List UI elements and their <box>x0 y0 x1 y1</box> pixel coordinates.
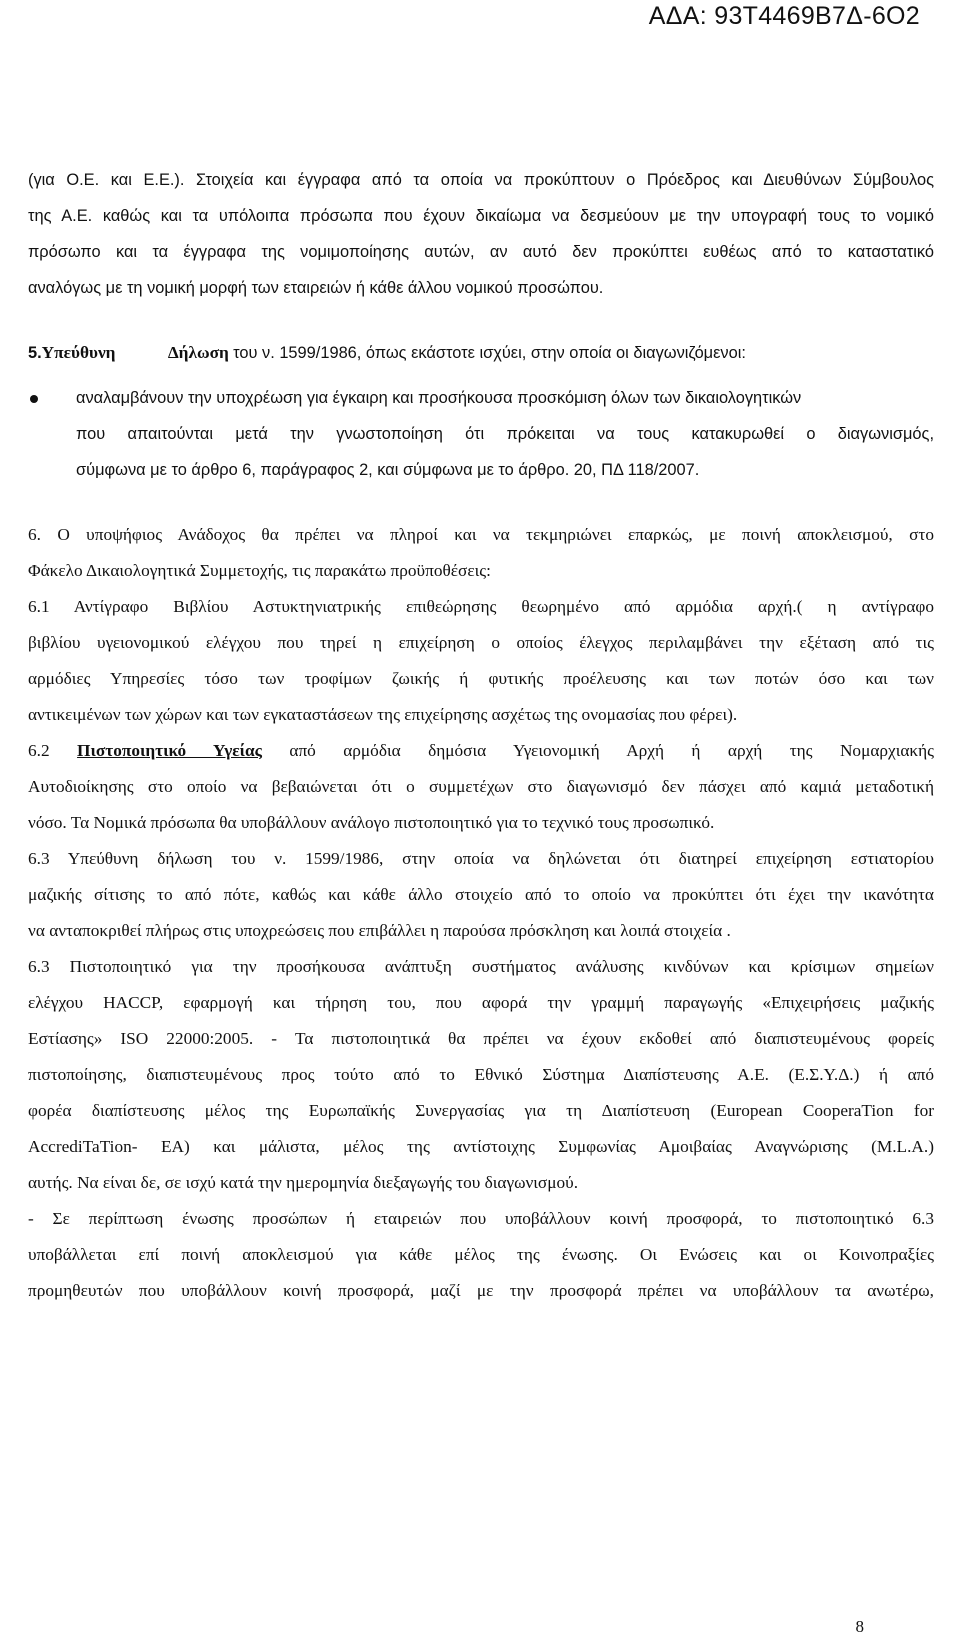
haccp-paragraph-line: Εστίασης» ISO 22000:2005. - Τα πιστοποιητικά θα πρέπει να έχουν εκδοθεί από διαπιστευμένους φορείς <box>28 1029 934 1048</box>
haccp-paragraph-line: φορέα διαπίστευσης μέλος της Ευρωπαϊκής Συνεργασίας για τη Διαπίστευση (European CooperaTion for <box>28 1101 934 1120</box>
haccp-paragraph-line: AccrediTaTion- EA) και μάλιστα, μέλος της αντίστοιχης Συμφωνίας Αμοιβαίας Αναγνώρισης (M.L.A.) <box>28 1137 934 1156</box>
paragraph-6-2-line: Αυτοδιοίκησης στο οποίο να βεβαιώνεται ότι ο συμμετέχων στο διαγωνισμό δεν πάσχει από καμιά μεταδοτική <box>28 777 934 796</box>
paragraph-6-2-text: από αρμόδια δημόσια Υγειονομική Αρχή ή αρχή της Νομαρχιακής <box>289 741 934 760</box>
bullet-point <box>30 395 38 403</box>
union-paragraph-line: προμηθευτών που υποβάλλουν κοινή προσφορά, μαζί με την προσφορά πρέπει να υποβάλλουν τα ανωτέρω, <box>28 1281 934 1300</box>
section-5-heading-word: Υπεύθυνη <box>41 343 116 362</box>
bullet-line: αναλαμβάνουν την υποχρέωση για έγκαιρη και προσήκουσα προσκόμιση όλων των δικαιολογητικών <box>76 389 802 407</box>
document-id-header: ΑΔΑ: 93Τ4469Β7Δ-6Ο2 <box>648 2 920 30</box>
page-number: 8 <box>855 1617 864 1636</box>
paragraph-6-1-line: αρμόδιες Υπηρεσίες τόσο των τροφίμων ζωικής ή φυτικής προέλευσης και των ποτών όσο και των <box>28 669 934 688</box>
paragraph-6-2-number: 6.2 <box>28 741 50 760</box>
haccp-paragraph-line: πιστοποίησης, διαπιστευμένους προς τούτο από το Εθνικό Σύστημα Διαπίστευσης Α.Ε. (Ε.Σ.Υ.Δ.) ή από <box>28 1065 934 1084</box>
bullet-line: σύμφωνα με το άρθρο 6, παράγραφος 2, και σύμφωνα με το άρθρο. 20, ΠΔ 118/2007. <box>76 461 700 479</box>
intro-line: πρόσωπο και τα έγγραφα της νομιμοποίησης αυτών, αν αυτό δεν προκύπτει ευθέως από το καταστατικό <box>28 243 934 261</box>
paragraph-6-1-line: αντικειμένων των χώρων και των εγκαταστάσεων της επιχείρησης ασχέτως της ονομασίας που φέρει). <box>28 705 738 724</box>
section-5-heading-line <box>28 343 934 363</box>
intro-line: της Α.Ε. καθώς και τα υπόλοιπα πρόσωπα που έχουν δικαίωμα να δεσμεύουν με την υπογραφή τους το νομικό <box>28 207 934 225</box>
paragraph-6-3-line: να ανταποκριθεί πλήρως στις υποχρεώσεις που επιβάλλει η παρούσα πρόσκληση και λοιπά στοιχεία . <box>28 921 731 940</box>
paragraph-6-3-line: 6.3 Υπεύθυνη δήλωση του ν. 1599/1986, στην οποία να δηλώνεται ότι διατηρεί επιχείρηση εστιατορίου <box>28 849 934 868</box>
union-paragraph-line: - Σε περίπτωση ένωσης προσώπων ή εταιρειών που υποβάλλουν κοινή προσφορά, το πιστοποιητικό 6.3 <box>28 1209 934 1228</box>
haccp-paragraph-line: ελέγχου HACCP, εφαρμογή και τήρηση του, που αφορά την γραμμή παραγωγής «Επιχειρήσεις μαζικής <box>28 993 934 1012</box>
bullet-line: που απαιτούνται μετά την γνωστοποίηση ότι πρόκειται να τους κατακυρωθεί ο διαγωνισμός, <box>76 425 934 443</box>
section-5-number: 5. <box>28 344 42 362</box>
paragraph-6-3-line: μαζικής σίτισης το από πότε, καθώς και κάθε άλλο στοιχείο από το οποίο να προκύπτει ότι έχει την ικανότητα <box>28 885 934 904</box>
intro-line: αναλόγως με τη νομική μορφή των εταιρειών ή κάθε άλλου νομικού προσώπου. <box>28 279 604 297</box>
section-6-line: Φάκελο Δικαιολογητικά Συμμετοχής, τις παρακάτω προϋποθέσεις: <box>28 561 491 580</box>
union-paragraph-line: υποβάλλεται επί ποινή αποκλεισμού για κάθε μέλος της ένωσης. Οι Ενώσεις και οι Κοινοπραξίες <box>28 1245 934 1264</box>
paragraph-6-2-line: νόσο. Τα Νομικά πρόσωπα θα υποβάλλουν ανάλογο πιστοποιητικό για το τεχνικό τους προσωπικό. <box>28 813 715 832</box>
health-certificate-title: Πιστοποιητικό Υγείας <box>77 741 262 760</box>
section-5-heading-word: Δήλωση <box>167 343 229 362</box>
haccp-paragraph-line: αυτής. Να είναι δε, σε ισχύ κατά την ημερομηνία διεξαγωγής του διαγωνισμού. <box>28 1173 579 1192</box>
section-5-text: του ν. 1599/1986, όπως εκάστοτε ισχύει, στην οποία οι διαγωνιζόμενοι: <box>233 344 746 362</box>
paragraph-6-1-line: βιβλίου υγειονομικού ελέγχου που τηρεί η επιχείρηση ο οποίος έλεγχος περιλαμβάνει την εξέταση από τις <box>28 633 934 652</box>
section-6-line: 6. Ο υποψήφιος Ανάδοχος θα πρέπει να πληροί και να τεκμηριώνει επαρκώς, με ποινή αποκλεισμού, στο <box>28 525 934 544</box>
intro-line: (για Ο.Ε. και Ε.Ε.). Στοιχεία και έγγραφα από τα οποία να προκύπτουν ο Πρόεδρος και Διευθύνων Σύμβουλος <box>28 171 934 189</box>
paragraph-6-2-line <box>28 741 934 761</box>
paragraph-6-1-line: 6.1 Αντίγραφο Βιβλίου Αστυκτηνιατρικής επιθεώρησης θεωρημένο από αρμόδια αρχή.( η αντίγραφο <box>28 597 934 616</box>
haccp-paragraph-line: 6.3 Πιστοποιητικό για την προσήκουσα ανάπτυξη συστήματος ανάλυσης κινδύνων και κρίσιμων σημείων <box>28 957 934 976</box>
